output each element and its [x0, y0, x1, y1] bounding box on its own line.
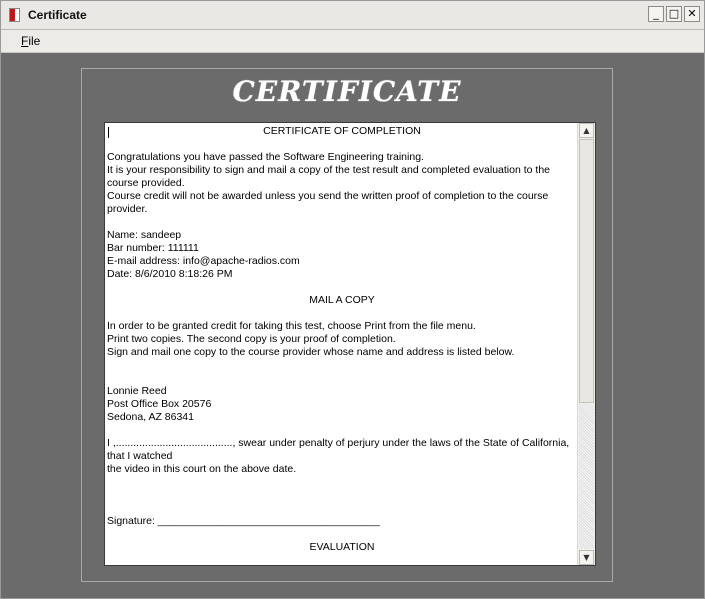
scroll-up-arrow-icon[interactable]: ▲: [579, 123, 594, 138]
oath-text: I ,........................................, swear under penalty of perjury under the laws of the State of California, that I watched the video in this court on the above date.: [107, 437, 570, 475]
window-controls: [648, 6, 700, 22]
client-area: [1, 53, 704, 598]
mail-heading: MAIL A COPY: [309, 294, 375, 306]
certificate-panel: [81, 68, 613, 582]
evaluation-heading: EVALUATION: [309, 541, 375, 553]
scroll-thumb[interactable]: [579, 139, 594, 403]
window-title: Certificate: [28, 8, 87, 22]
congratulations-paragraph: Congratulations you have passed the Software Engineering training. It is your responsibility to sign and mail a copy of the test result and completed evaluation to the course provided. Course credit will not be awarded unless you send the written proof of completion to the course provider.: [107, 151, 550, 215]
student-info: Name: sandeep Bar number: 111111 E-mail address: info@apache-radios.com Date: 8/6/2010 8:18:26 PM: [107, 229, 300, 280]
vertical-scrollbar[interactable]: [577, 123, 595, 565]
minimize-button[interactable]: _: [648, 6, 664, 22]
signature-line: Signature: ______________________________________: [107, 515, 380, 527]
app-document-icon: [7, 7, 23, 23]
mail-instructions: In order to be granted credit for taking this test, choose Print from the file menu. Print two copies. The second copy is your proof of completion. Sign and mail one copy to the course provider whose name and address is listed below.: [107, 320, 515, 358]
text-caret: [108, 127, 109, 138]
certificate-text-box[interactable]: [104, 122, 596, 566]
doc-title: CERTIFICATE OF COMPLETION: [263, 125, 421, 137]
menu-bar: [1, 30, 704, 53]
certificate-heading: CERTIFICATE: [232, 75, 462, 108]
scroll-track[interactable]: [579, 404, 594, 549]
menu-file[interactable]: File: [21, 34, 41, 48]
scroll-down-arrow-icon[interactable]: ▼: [579, 550, 594, 565]
maximize-button[interactable]: □: [666, 6, 682, 22]
certificate-text[interactable]: [107, 125, 577, 563]
provider-address: Lonnie Reed Post Office Box 20576 Sedona, AZ 86341: [107, 385, 212, 423]
title-bar[interactable]: [1, 1, 704, 30]
close-button[interactable]: ✕: [684, 6, 700, 22]
